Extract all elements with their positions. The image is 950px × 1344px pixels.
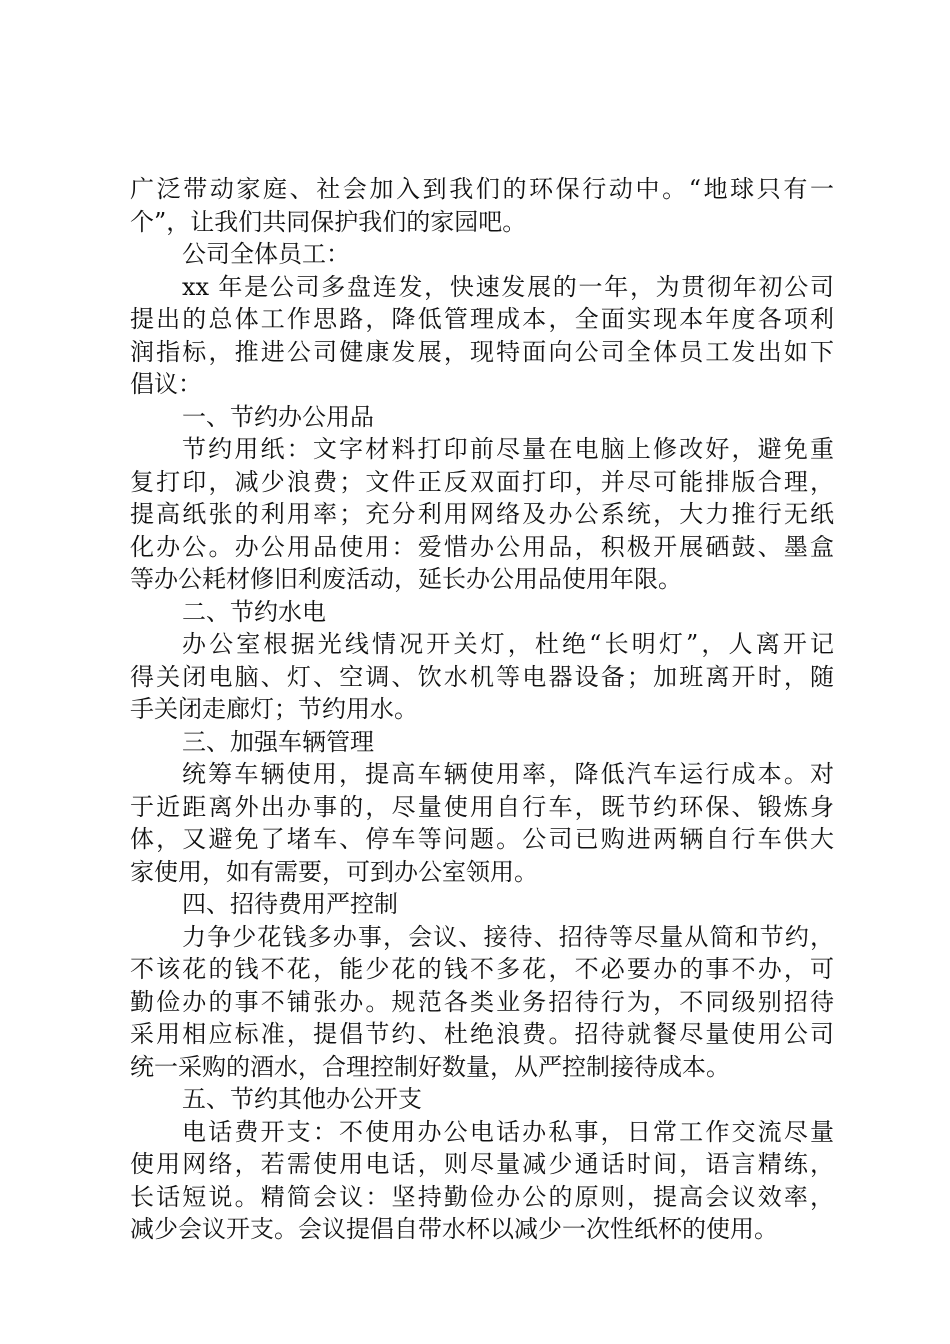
text-line: 个”，让我们共同保护我们的家园吧。 [130, 207, 527, 236]
text-line: 统筹车辆使用，提高车辆使用率，降低汽车运行成本。对 [182, 760, 834, 788]
text-line: 手关闭走廊灯；节约用水。 [130, 695, 418, 723]
text-line: 使用网络，若需使用电话，则尽量减少通话时间，语言精练， [130, 1150, 834, 1178]
text-line: 减少会议开支。会议提倡自带水杯以减少一次性纸杯的使用。 [130, 1215, 778, 1243]
section-heading: 四、招待费用严控制 [182, 890, 398, 918]
text-line: 勤俭办的事不铺张办。规范各类业务招待行为，不同级别招待 [130, 987, 834, 1016]
text-line: 电话费开支：不使用办公电话办私事，日常工作交流尽量 [182, 1117, 834, 1146]
text-line: 化办公。办公用品使用：爱惜办公用品，积极开展硒鼓、墨盒 [130, 532, 834, 561]
text-line: 不该花的钱不花，能少花的钱不多花，不必要办的事不办，可 [130, 955, 834, 983]
section-heading: 五、节约其他办公开支 [182, 1085, 422, 1113]
text-line: xx 年是公司多盘连发，快速发展的一年，为贯彻年初公司 [182, 272, 834, 301]
text-line: 家使用，如有需要，可到办公室领用。 [130, 857, 538, 886]
text-line: 提出的总体工作思路，降低管理成本，全面实现本年度各项利 [130, 305, 834, 333]
section-heading: 二、节约水电 [182, 597, 326, 626]
text-line: 润指标，推进公司健康发展，现特面向公司全体员工发出如下 [130, 337, 834, 366]
section-heading: 一、节约办公用品 [182, 402, 374, 431]
text-line: 长话短说。精简会议：坚持勤俭办公的原则，提高会议效率， [130, 1182, 834, 1211]
text-line: 广泛带动家庭、社会加入到我们的环保行动中。“地球只有一 [130, 175, 834, 203]
text-line: 得关闭电脑、灯、空调、饮水机等电器设备；加班离开时，随 [130, 662, 834, 691]
text-line: 等办公耗材修旧利废活动，延长办公用品使用年限。 [130, 565, 682, 593]
text-line: 力争少花钱多办事，会议、接待、招待等尽量从简和节约， [182, 922, 834, 951]
text-line: 复打印，减少浪费；文件正反双面打印，并尽可能排版合理， [130, 467, 834, 496]
text-line: 节约用纸：文字材料打印前尽量在电脑上修改好，避免重 [182, 435, 834, 463]
text-line: 体，又避免了堵车、停车等问题。公司已购进两辆自行车供大 [130, 825, 834, 853]
text-line: 采用相应标准，提倡节约、杜绝浪费。招待就餐尽量使用公司 [130, 1020, 834, 1048]
text-line: 统一采购的酒水，合理控制好数量，从严控制接待成本。 [130, 1052, 730, 1081]
document-body [130, 173, 834, 1246]
text-line: 办公室根据光线情况开关灯，杜绝“长明灯”，人离开记 [182, 630, 834, 658]
text-line: 于近距离外出办事的，尽量使用自行车，既节约环保、锻炼身 [130, 792, 834, 821]
salutation: 公司全体员工： [182, 240, 350, 268]
section-heading: 三、加强车辆管理 [182, 727, 374, 756]
text-line: 提高纸张的利用率；充分利用网络及办公系统，大力推行无纸 [130, 500, 834, 528]
text-line: 倡议： [130, 370, 202, 398]
